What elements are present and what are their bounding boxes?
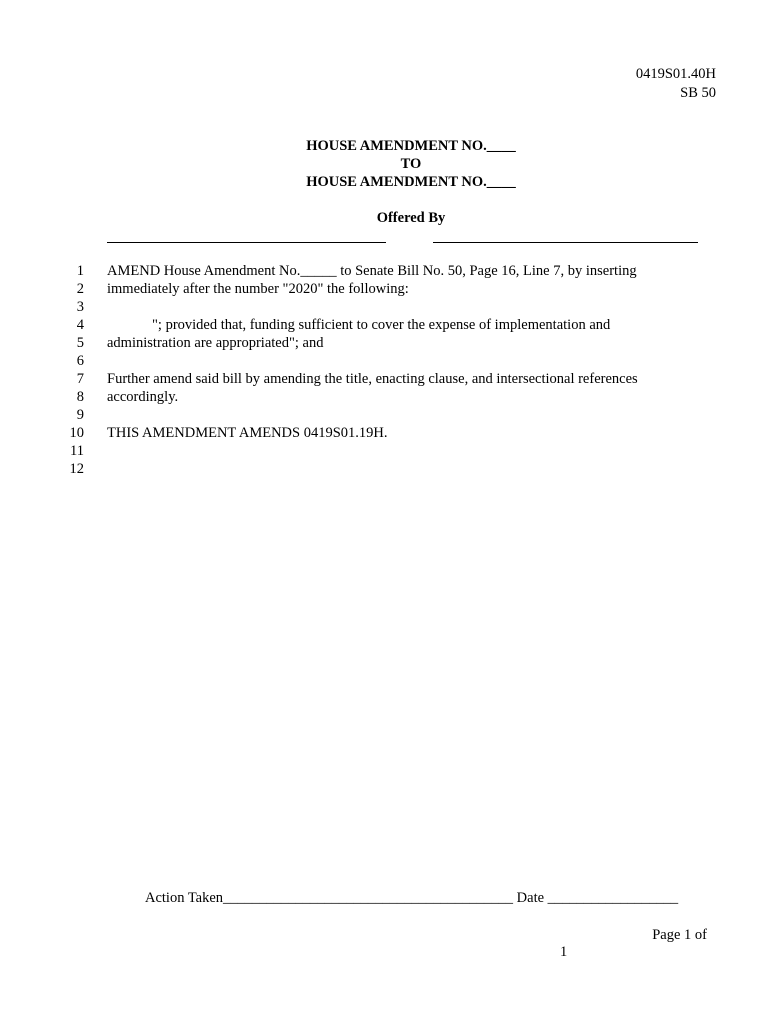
- amendment-text-line: administration are appropriated"; and: [107, 335, 324, 351]
- amendment-title-line-2: TO: [400, 156, 422, 172]
- offered-by-label: Offered By: [376, 210, 446, 226]
- document-code: 0419S01.40H: [635, 66, 716, 82]
- amendment-text-line: "; provided that, funding sufficient to cover the expense of implementation and: [152, 317, 611, 333]
- amendment-title-line-3: HOUSE AMENDMENT NO.____: [306, 174, 516, 190]
- bill-id: SB 50: [680, 85, 716, 101]
- line-number: 12: [69, 461, 84, 477]
- line-number: 3: [76, 299, 84, 315]
- line-number: 10: [69, 425, 84, 441]
- line-number: 1: [76, 263, 84, 279]
- line-number: 11: [70, 443, 84, 459]
- line-number: 5: [76, 335, 84, 351]
- line-number: 6: [76, 353, 84, 369]
- amendment-text-line: Further amend said bill by amending the title, enacting clause, and intersectional references: [107, 371, 638, 387]
- line-number: 7: [76, 371, 84, 387]
- amendment-text-line: accordingly.: [107, 389, 179, 405]
- line-number: 4: [76, 317, 84, 333]
- amendment-title-line-1: HOUSE AMENDMENT NO.____: [306, 138, 516, 154]
- line-number: 8: [76, 389, 84, 405]
- sponsor-signature-line-right: [433, 242, 698, 243]
- page-total: 1: [560, 944, 568, 960]
- line-number: 9: [76, 407, 84, 423]
- amendment-text-line: immediately after the number "2020" the following:: [107, 281, 409, 297]
- line-number: 2: [76, 281, 84, 297]
- amendment-text-line: AMEND House Amendment No._____ to Senate Bill No. 50, Page 16, Line 7, by inserting: [107, 263, 637, 279]
- amendment-text-line: THIS AMENDMENT AMENDS 0419S01.19H.: [107, 425, 388, 441]
- action-taken-line: Action Taken________________________________________ Date __________________: [145, 890, 679, 906]
- page-number-label: Page 1 of: [652, 927, 707, 943]
- sponsor-signature-line-left: [107, 242, 386, 243]
